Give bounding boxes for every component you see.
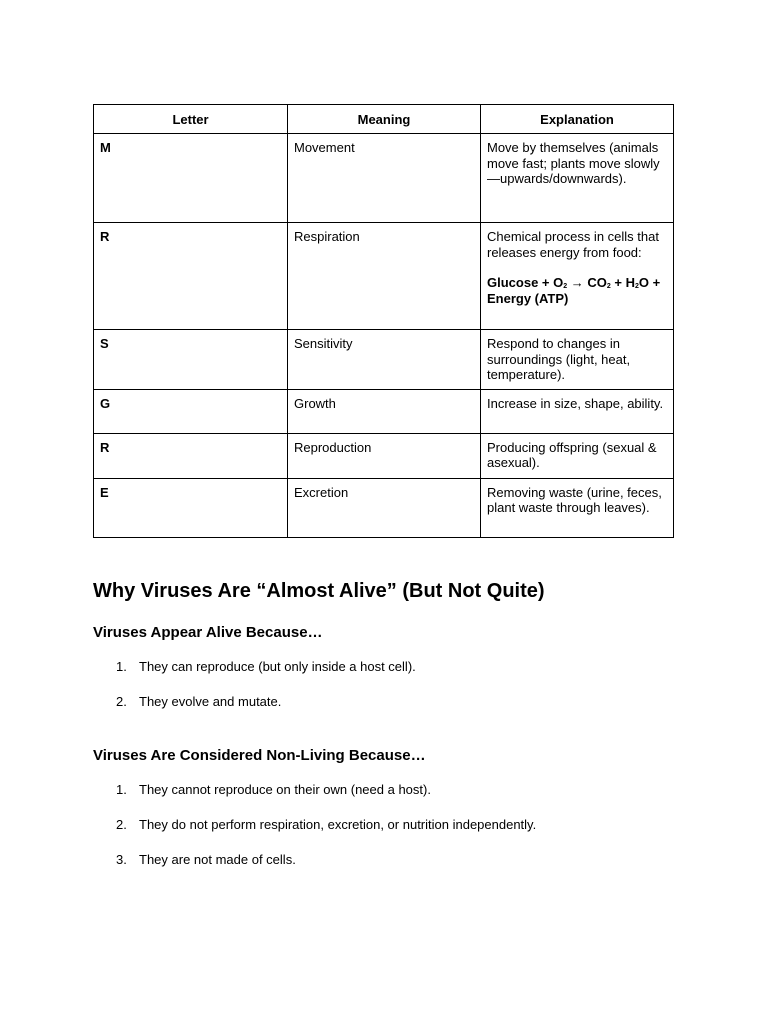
header-letter: Letter [94,105,288,134]
formula-part: + H [610,275,635,290]
respiration-formula [487,275,667,306]
table-row [94,134,674,223]
nonliving-list [93,782,536,887]
cell-letter: E [94,478,288,537]
explanation-text: Chemical process in cells that releases energy from food: [487,229,659,260]
cell-explanation: Removing waste (urine, feces, plant waste through leaves). [481,478,674,537]
cell-meaning: Reproduction [288,433,481,478]
cell-letter: R [94,433,288,478]
cell-meaning: Sensitivity [288,330,481,390]
cell-explanation: Increase in size, shape, ability. [481,389,674,433]
table-row [94,433,674,478]
header-meaning: Meaning [288,105,481,134]
cell-letter: R [94,223,288,330]
formula-subscript: 2 [635,283,639,290]
formula-part: O + Energy (ATP) [487,275,661,306]
cell-letter: G [94,389,288,433]
list-text: They are not made of cells. [139,852,296,867]
list-item [93,852,536,887]
cell-meaning: Respiration [288,223,481,330]
table-row [94,389,674,433]
list-text: They cannot reproduce on their own (need a host). [139,782,431,797]
list-text: They can reproduce (but only inside a host cell). [139,659,416,674]
alive-heading: Viruses Appear Alive Because… [93,624,323,641]
table-row [94,478,674,537]
cell-explanation: Move by themselves (animals move fast; plants move slowly—upwards/downwards). [481,134,674,223]
list-number: 1. [116,659,127,674]
list-item [93,782,536,817]
cell-meaning: Excretion [288,478,481,537]
list-item [93,659,416,694]
alive-list [93,659,416,729]
list-number: 2. [116,817,127,832]
cell-explanation: Producing offspring (sexual & asexual). [481,433,674,478]
list-number: 3. [116,852,127,867]
cell-explanation: Respond to changes in surroundings (light, heat, temperature). [481,330,674,390]
cell-explanation [481,223,674,330]
cell-meaning: Movement [288,134,481,223]
list-number: 2. [116,694,127,709]
formula-subscript: 2 [606,283,611,290]
list-text: They evolve and mutate. [139,694,282,709]
list-text: They do not perform respiration, excretion, or nutrition independently. [139,817,537,832]
formula-part: → CO [567,275,607,290]
cell-letter: S [94,330,288,390]
nonliving-heading: Viruses Are Considered Non-Living Because… [93,747,426,764]
mrs-gren-table [93,104,674,538]
cell-meaning: Growth [288,389,481,433]
list-item [93,817,536,852]
cell-letter: M [94,134,288,223]
table-row [94,223,674,330]
table-header-row [94,105,674,134]
table-row [94,330,674,390]
formula-part: Glucose + O [487,275,564,290]
section-title: Why Viruses Are “Almost Alive” (But Not Quite) [93,580,545,602]
formula-subscript: 2 [563,283,568,290]
list-number: 1. [116,782,127,797]
list-item [93,694,416,729]
header-explanation: Explanation [481,105,674,134]
